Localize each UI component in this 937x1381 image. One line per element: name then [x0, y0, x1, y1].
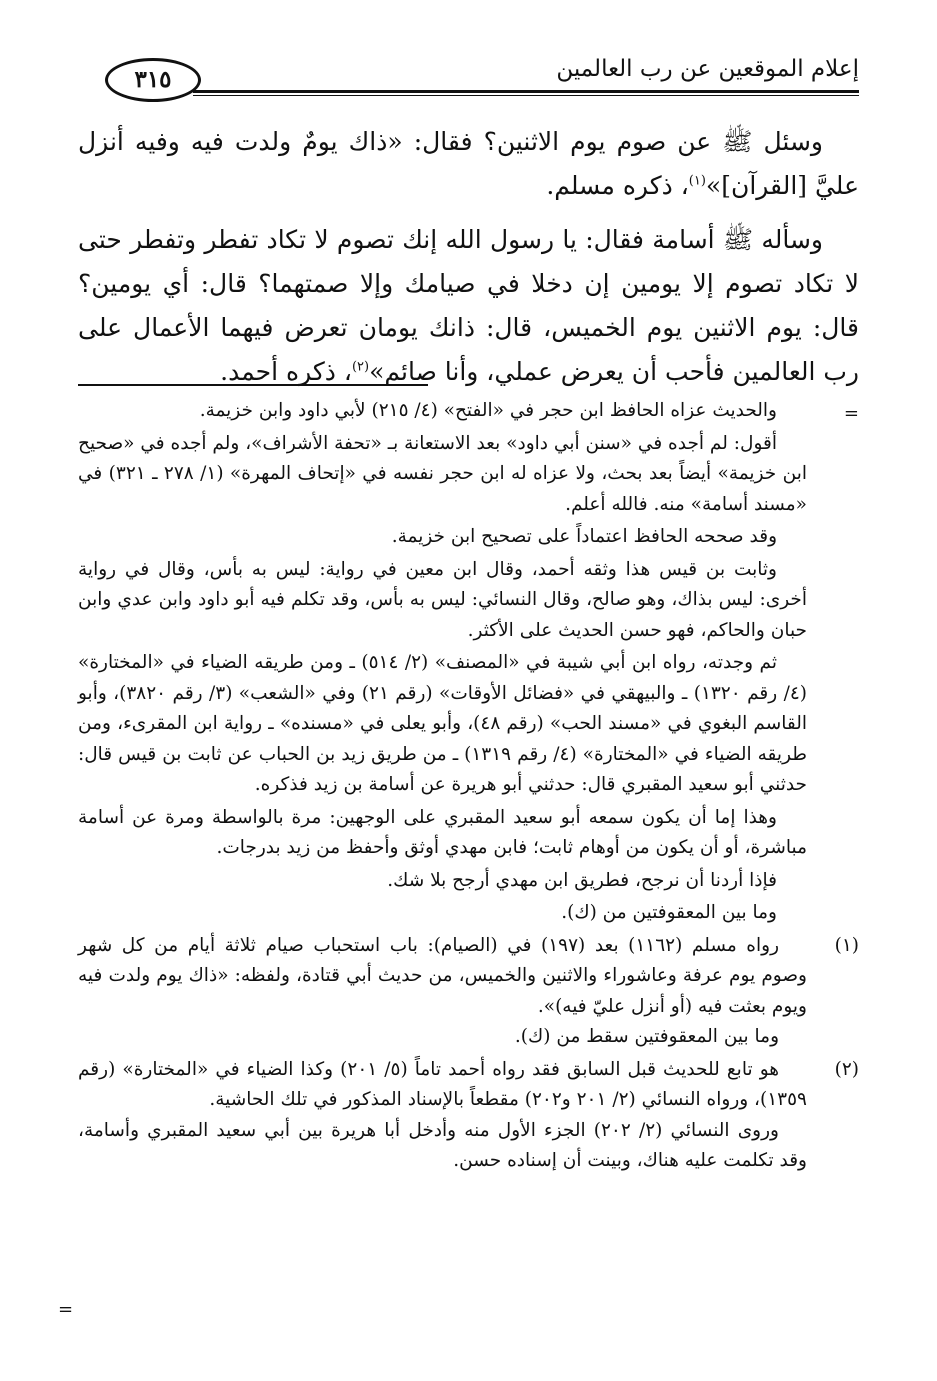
main-paragraph	[78, 120, 859, 208]
footnote-paragraph: وهذا إما أن يكون سمعه أبو سعيد المقبري على الوجهين: مرة بالواسطة ومرة عن أسامة مباشرة، أو أن يكون من أوهام ثابت؛ فابن مهدي أوثق وأحفظ من زيد بدرجات.	[78, 806, 807, 858]
footnote-paragraph: وما بين المعقوفتين من (ك).	[561, 902, 777, 923]
footnote-paragraph: أقول: لم أجده في «سنن أبي داود» بعد الاستعانة بـ «تحفة الأشراف»، ولم أجده في «صحيح ابن خزيمة» أيضاً بعد بحث، ولا عزاه له ابن حجر نفسه في «إتحاف المهرة» (١/ ٢٧٨ ـ ٣٢١) في «مسند أسامة» منه. فالله أعلم.	[78, 432, 807, 515]
footnote-label: (١)	[834, 934, 859, 956]
footnotes	[78, 396, 859, 1179]
header-rule	[193, 90, 859, 96]
book-title: إعلام الموقعين عن رب العالمين	[556, 56, 859, 82]
paragraph-text: وسئل ﷺ عن صوم يوم الاثنين؟ فقال: «ذاك يومٌ ولدت فيه وفيه أنزل عليَّ [القرآن]»	[78, 127, 859, 200]
paragraph-text: وسأله ﷺ أسامة فقال: يا رسول الله إنك تصوم لا تكاد تفطر وتفطر حتى لا تكاد تصوم إلا يومين إن دخلا في صيامك وإلا صمتهما؟ قال: أي يومين؟ قال: يوم الاثنين يوم الخميس، قال: ذانك يومان تعرض فيهما الأعمال على رب العالمين فأحب أن يعرض عملي، وأنا صائم»	[78, 225, 859, 386]
footnote-separator	[78, 384, 428, 386]
footnote-paragraph: والحديث عزاه الحافظ ابن حجر في «الفتح» (٤/ ٢١٥) لأبي داود وابن خزيمة.	[199, 400, 777, 421]
footnote-reference[interactable]: (١)	[688, 173, 706, 189]
footnote-text: هو تابع للحديث قبل السابق فقد رواه أحمد تاماً (٥/ ٢٠١) وكذا الضياء في «المختارة» (رقم ١٣٥٩)، ورواه النسائي (٢/ ٢٠١ و٢٠٢) مقطعاً بالإسناد المذكور في تلك الحاشية.	[78, 1058, 807, 1110]
running-header	[105, 52, 859, 98]
footnote-label: (٢)	[834, 1058, 859, 1080]
footnote-2	[78, 1055, 859, 1177]
paragraph-tail: ، ذكره مسلم.	[546, 171, 689, 200]
main-text	[78, 120, 859, 404]
footnote-text: وروى النسائي (٢/ ٢٠٢) الجزء الأول منه وأدخل أبا هريرة بين أبي سعيد المقبري وأسامة، وقد تكلمت عليه هناك، وبينت أن إسناده حسن.	[78, 1119, 807, 1171]
main-paragraph	[78, 218, 859, 394]
footnote-paragraph: فإذا أردنا أن نرجح، فطريق ابن مهدي أرجح بلا شك.	[387, 869, 777, 891]
footnote-paragraph: ثم وجدته، رواه ابن أبي شيبة في «المصنف» (٢/ ٥١٤) ـ ومن طريقه الضياء في «المختارة» (٤/ رقم ١٣٢٠) ـ والبيهقي في «فضائل الأوقات» (رقم ٢١) وفي «الشعب» (٣/ رقم ٣٨٢٠)، وأبو القاسم البغوي في «مسند الحب» (رقم ٤٨)، وأبو يعلى في «مسنده» ـ رواية ابن المقرىء، ومن طريقه الضياء في «المختارة» (٤/ رقم ١٣١٩) ـ من طريق زيد بن الحباب عن ثابت بن قيس قال: حدثني أبو سعيد المقبري قال: حدثني أبو هريرة عن أسامة بن زيد فذكره.	[78, 652, 807, 795]
footnote-text: رواه مسلم (١١٦٢) بعد (١٩٧) في (الصيام): باب استحباب صيام ثلاثة أيام من كل شهر وصوم يوم عرفة وعاشوراء والاثنين والخميس، من حديث أبي قتادة، ولفظه: «ذاك يوم ولدت فيه ويوم بعثت فيه (أو أنزل عليّ فيه)».	[78, 934, 807, 1017]
footnote-1	[78, 931, 859, 1053]
footnote-text: وما بين المعقوفتين سقط من (ك).	[514, 1026, 779, 1047]
end-continuation-mark: =	[58, 1299, 74, 1320]
footnote-reference[interactable]: (٢)	[351, 359, 370, 375]
footnote-paragraph: وقد صححه الحافظ اعتماداً على تصحيح ابن خزيمة.	[391, 526, 777, 547]
continuation-mark: =	[843, 403, 859, 424]
page-number: ٣١٥	[105, 58, 201, 102]
paragraph-tail: ، ذكره أحمد.	[220, 357, 352, 386]
footnote-paragraph: وثابت بن قيس هذا وثقه أحمد، وقال ابن معين في رواية: ليس به بأس، وقال في رواية أخرى: ليس بذاك، وهو صالح، وقال النسائي: ليس به بأس، وقد تكلم فيه أبو داود وابن عدي وابن حبان والحاكم، فهو حسن الحديث على الأكثر.	[78, 558, 807, 641]
